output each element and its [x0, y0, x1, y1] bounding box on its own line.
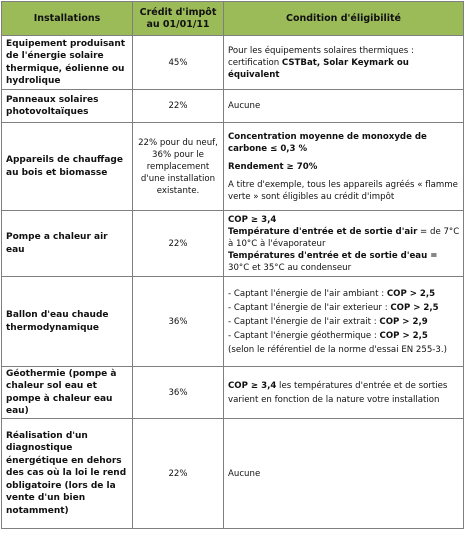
installation-name: Panneaux solaires photovoltaïques — [2, 90, 133, 123]
credit-value: 36% — [133, 367, 224, 419]
header-condition: Condition d'éligibilité — [224, 2, 464, 36]
credit-value: 22% — [133, 90, 224, 123]
header-row — [2, 2, 464, 36]
eligibility-condition — [224, 367, 464, 419]
installation-name: Equipement produisant de l'énergie solaire thermique, éolienne ou hydrolique — [2, 36, 133, 90]
condition-cop: COP ≥ 3,4 — [228, 380, 277, 391]
condition-item: - Captant l'énergie géothermique : COP > 2,5 — [228, 330, 428, 341]
table-row — [2, 211, 464, 277]
condition-note: (selon le référentiel de la norme d'essai EN 255-3.) — [228, 344, 447, 355]
credit-value: 22% — [133, 211, 224, 277]
table-row — [2, 36, 464, 90]
table-row — [2, 277, 464, 367]
eligibility-condition — [224, 211, 464, 277]
condition-item: - Captant l'énergie de l'air ambiant : COP > 2,5 — [228, 288, 436, 299]
eligibility-condition — [224, 123, 464, 211]
credit-value: 22% — [133, 419, 224, 529]
installation-name: Appareils de chauffage au bois et biomasse — [2, 123, 133, 211]
condition-cop: COP ≥ 3,4 — [228, 214, 277, 225]
condition-temp-air-value: = de 7°C à 10°C à l'évaporateur — [228, 226, 460, 249]
condition-item: - Captant l'énergie de l'air exterieur : COP > 2,5 — [228, 302, 439, 313]
table-row — [2, 419, 464, 529]
credit-value: 22% pour du neuf, 36% pour le remplacement d'une installation existante. — [133, 123, 224, 211]
condition-example: A titre d'exemple, tous les appareils agréés « flamme verte » sont éligibles au crédit d'impôt — [228, 179, 458, 202]
credit-value: 36% — [133, 277, 224, 367]
condition-rendement: Rendement ≥ 70% — [228, 161, 318, 172]
installation-name: Ballon d'eau chaude thermodynamique — [2, 277, 133, 367]
eligibility-condition: Aucune — [224, 419, 464, 529]
condition-temp-eau-label: Températures d'entrée et de sortie d'eau = — [228, 250, 438, 261]
eligibility-table — [1, 1, 464, 529]
header-credit: Crédit d'impôt au 01/01/11 — [133, 2, 224, 36]
installation-name: Géothermie (pompe à chaleur sol eau et pompe à chaleur eau eau) — [2, 367, 133, 419]
condition-item: - Captant l'énergie de l'air extrait : COP > 2,9 — [228, 316, 428, 327]
eligibility-condition: Aucune — [224, 90, 464, 123]
condition-certification: CSTBat, Solar Keymark ou équivalent — [228, 57, 409, 80]
credit-value: 45% — [133, 36, 224, 90]
table-row — [2, 367, 464, 419]
condition-co-concentration: Concentration moyenne de monoxyde de carbone ≤ 0,3 % — [228, 131, 427, 154]
condition-temp-eau-value: 30°C et 35°C au condenseur — [228, 262, 352, 273]
header-installations: Installations — [2, 2, 133, 36]
condition-text: Pour les équipements solaires thermiques : certification — [228, 45, 414, 68]
condition-text: les températures d'entrée et de sorties varient en fonction de la nature votre installation — [228, 380, 448, 405]
eligibility-condition — [224, 36, 464, 90]
table-row — [2, 90, 464, 123]
condition-temp-air-label: Température d'entrée et de sortie d'air — [228, 226, 418, 237]
table-row — [2, 123, 464, 211]
installation-name: Pompe a chaleur air eau — [2, 211, 133, 277]
installation-name: Réalisation d'un diagnostique énergétique en dehors des cas où la loi le rend obligatoire (lors de la vente d'un bien notamment) — [2, 419, 133, 529]
eligibility-condition — [224, 277, 464, 367]
